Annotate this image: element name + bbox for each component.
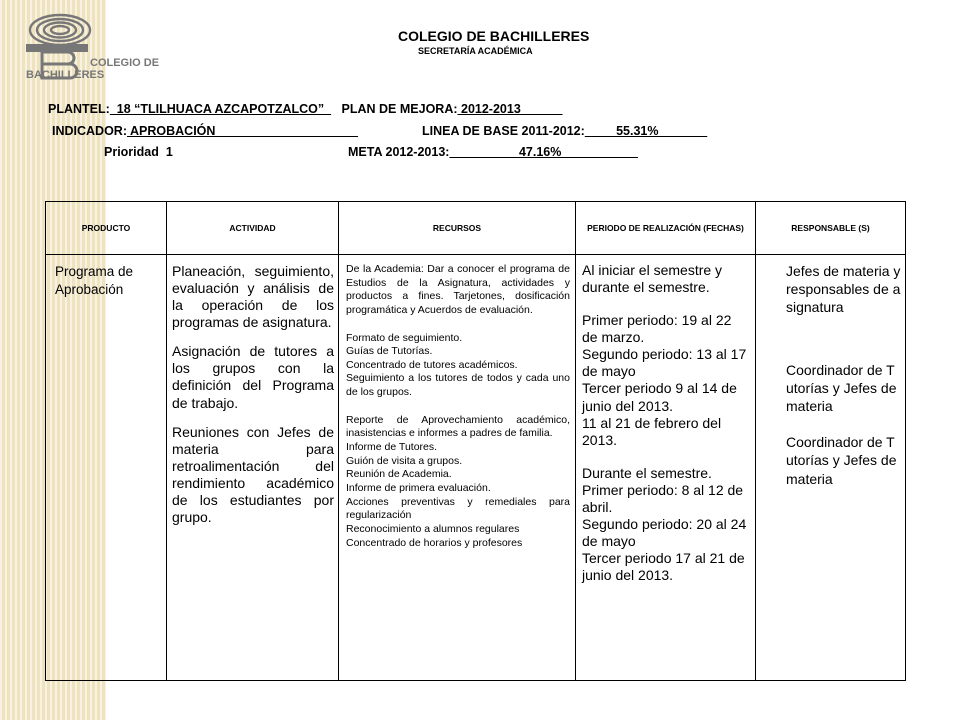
responsable-item: Coordinador de Tutorías y Jefes de materia bbox=[786, 434, 897, 487]
actividad-1: Planeación, seguimiento, evaluación y análisis de la operación de los programas de asignatura. bbox=[172, 263, 334, 331]
indicador-line bbox=[52, 124, 358, 138]
responsable-item: Coordinador de Tutorías y Jefes de materia bbox=[786, 361, 897, 414]
recursos-cell bbox=[339, 255, 576, 681]
header-recursos: RECURSOS bbox=[339, 202, 576, 255]
periodo-item: Durante el semestre. bbox=[582, 464, 712, 481]
periodo-cell bbox=[576, 255, 756, 681]
responsable-cell bbox=[756, 255, 906, 681]
header-subtitle: SECRETARÍA ACADÉMICA bbox=[418, 46, 533, 56]
header-responsable: RESPONSABLE (S) bbox=[756, 202, 906, 255]
header-title: COLEGIO DE BACHILLERES bbox=[398, 28, 590, 44]
spiral-logo-icon bbox=[22, 12, 160, 82]
indicador-label: INDICADOR: bbox=[52, 124, 127, 138]
meta-value: ___ ______47.16%___________ bbox=[449, 145, 638, 159]
logo-text-line2: BACHILLERES bbox=[26, 69, 105, 81]
linea-line bbox=[422, 124, 707, 138]
recursos-item: Guías de Tutorías. bbox=[346, 345, 433, 358]
plan-label: PLAN DE MEJORA: bbox=[341, 102, 458, 116]
recursos-item: Concentrado de horarios y profesores bbox=[346, 536, 523, 549]
periodo-item: Tercer periodo 17 al 21 de junio del 2013. bbox=[582, 550, 745, 584]
actividad-cell bbox=[167, 255, 339, 681]
table-header-row bbox=[46, 202, 906, 255]
logo-text-line1: COLEGIO DE bbox=[90, 57, 160, 69]
meta-line bbox=[348, 145, 638, 159]
actividad-3: Reuniones con Jefes de materia para retroalimentación del rendimiento académico de los estudiantes por grupo. bbox=[172, 423, 334, 526]
recursos-item: Seguimiento a los tutores de todos y cada uno de los grupos. bbox=[346, 372, 570, 399]
plantel-line bbox=[48, 102, 562, 116]
header-periodo: PERIODO DE REALIZACIÓN (FECHAS) bbox=[576, 202, 756, 255]
periodo-item: 11 al 21 de febrero del 2013. bbox=[582, 414, 722, 448]
meta-label: META 2012-2013: bbox=[348, 145, 450, 159]
recursos-item: Formato de seguimiento. bbox=[346, 331, 463, 344]
plan-table bbox=[45, 201, 906, 681]
header-actividad: ACTIVIDAD bbox=[167, 202, 339, 255]
recursos-item: Reconocimiento a alumnos regulares bbox=[346, 522, 520, 535]
prioridad: Prioridad 1 bbox=[104, 145, 173, 159]
colegio-logo bbox=[22, 12, 160, 82]
plan-value: 2012-2013______ bbox=[457, 102, 563, 116]
recursos-intro: De la Academia: Dar a conocer el programa de Estudios de la Asignatura, actividades y productos a fines. Tarjetones, dosificación programática y Acuerdos de evaluación. bbox=[346, 263, 570, 316]
recursos-item: Reporte de Aprovechamiento académico, inasistencias e informes a padres de familia. bbox=[346, 413, 570, 440]
periodo-item: Primer periodo: 19 al 22 de marzo. bbox=[582, 312, 732, 346]
plantel-value: 18 “TLILHUACA AZCAPOTZALCO” bbox=[109, 102, 332, 116]
recursos-item: Informe de primera evaluación. bbox=[346, 481, 491, 494]
periodo-item: Al iniciar el semestre y durante el semestre. bbox=[582, 262, 723, 296]
linea-label: LINEA DE BASE 2011-2012: bbox=[422, 124, 585, 138]
actividad-2: Asignación de tutores a los grupos con la definición del Programa de trabajo. bbox=[172, 343, 334, 411]
responsable-item: Jefes de materia y responsables de asignatura bbox=[786, 263, 901, 316]
recursos-item: Concentrado de tutores académicos. bbox=[346, 358, 518, 371]
indicador-value: APROBACIÓN__________ __________ bbox=[127, 124, 358, 138]
recursos-item: Acciones preventivas y remediales para regularización bbox=[346, 495, 570, 522]
header-producto: PRODUCTO bbox=[46, 202, 167, 255]
producto-cell: Programa de Aprobación bbox=[46, 255, 167, 681]
linea-value: ____55.31%_______ bbox=[584, 124, 708, 138]
recursos-item: Guión de visita a grupos. bbox=[346, 454, 463, 467]
table-row bbox=[46, 255, 906, 681]
periodo-item: Segundo periodo: 13 al 17 de mayo bbox=[582, 346, 747, 380]
periodo-item: Segundo periodo: 20 al 24 de mayo bbox=[582, 516, 747, 550]
periodo-item: Tercer periodo 9 al 14 de junio del 2013. bbox=[582, 380, 737, 414]
periodo-item: Primer periodo: 8 al 12 de abril. bbox=[582, 481, 744, 515]
recursos-item: Informe de Tutores. bbox=[346, 441, 438, 454]
plantel-label: PLANTEL: bbox=[48, 102, 110, 116]
recursos-item: Reunión de Academia. bbox=[346, 468, 452, 481]
